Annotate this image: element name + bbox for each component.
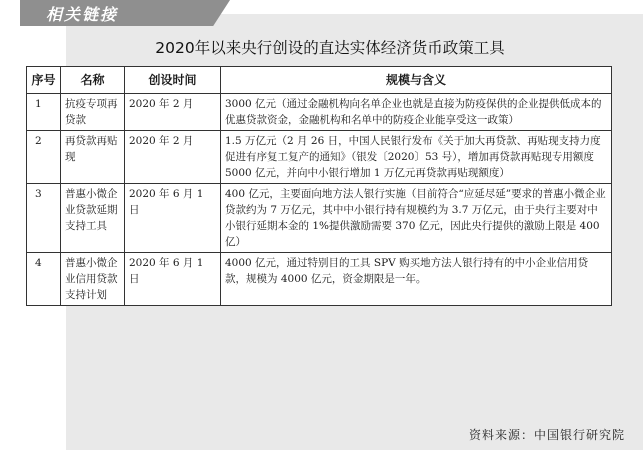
row-index: 1: [27, 94, 61, 131]
row-date: 2020 年 2 月: [125, 131, 221, 184]
related-links-label: 相关链接: [46, 5, 119, 24]
row-date: 2020 年 6 月 1 日: [125, 253, 221, 306]
row-description: 4000 亿元，通过特别目的工具 SPV 购买地方法人银行持有的中小企业信用贷款，规模为 4000 亿元，资金期限是一年。: [221, 253, 612, 306]
row-name: 抗疫专项再贷款: [61, 94, 125, 131]
table-row: [27, 131, 612, 184]
column-header-name: 名称: [61, 67, 125, 94]
row-description: 3000 亿元（通过金融机构向名单企业也就是直接为防疫保供的企业提供低成本的优惠贷款资金，金融机构和名单中的防疫企业能享受这一政策）: [221, 94, 612, 131]
row-name: 普惠小微企业贷款延期支持工具: [61, 184, 125, 253]
policy-tools-table-container: [26, 66, 612, 306]
table-row: [27, 253, 612, 306]
column-header-date: 创设时间: [125, 67, 221, 94]
table-row: [27, 184, 612, 253]
row-name: 普惠小微企业信用贷款支持计划: [61, 253, 125, 306]
row-name: 再贷款再贴现: [61, 131, 125, 184]
table-header-row: [27, 67, 612, 94]
row-index: 3: [27, 184, 61, 253]
column-header-description: 规模与含义: [221, 67, 612, 94]
row-date: 2020 年 2 月: [125, 94, 221, 131]
table-title: 2020年以来央行创设的直达实体经济货币政策工具: [155, 39, 505, 57]
table-row: [27, 94, 612, 131]
policy-tools-table: [26, 66, 612, 306]
row-date: 2020 年 6 月 1 日: [125, 184, 221, 253]
row-description: 1.5 万亿元（2 月 26 日，中国人民银行发布《关于加大再贷款、再贴现支持力度促进有序复工复产的通知》（银发〔2020〕53 号），增加再贷款再贴现专用额度 5000 亿元，并向中小银行增加 1 万亿元再贷款再贴现额度）: [221, 131, 612, 184]
source-note: 资料来源：中国银行研究院: [468, 428, 625, 442]
row-description: 400 亿元，主要面向地方法人银行实施（目前符合“应延尽延”要求的普惠小微企业贷款约为 7 万亿元，其中中小银行持有规模约为 3.7 万亿元，由于央行主要对中小银行延期本金的 1%提供激励需要 370 亿元，因此央行提供的激励上限是 400 亿）: [221, 184, 612, 253]
row-index: 4: [27, 253, 61, 306]
column-header-index: 序号: [27, 67, 61, 94]
row-index: 2: [27, 131, 61, 184]
